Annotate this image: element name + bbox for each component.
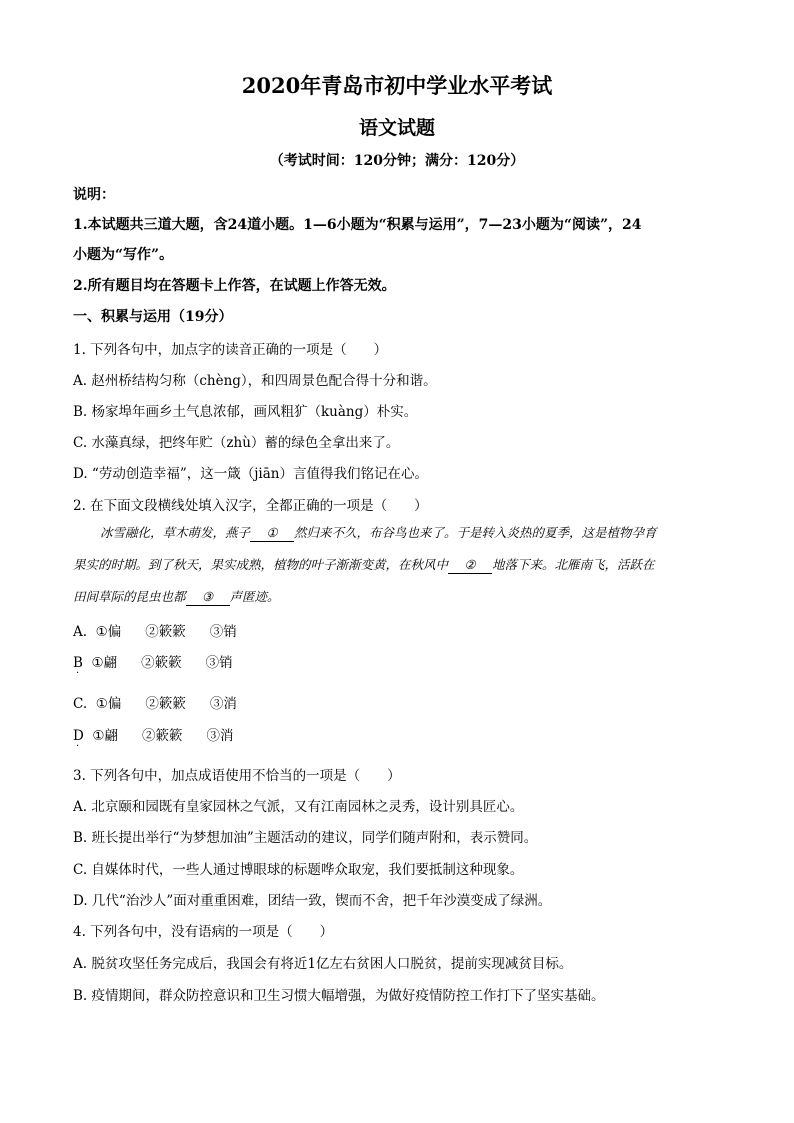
blank-3: ③: [186, 589, 230, 606]
notes-line-1b: 小题为“写作”。: [73, 247, 174, 263]
q1-option-d: D. “劳动创造幸福”，这一箴（jiān）言值得我们铭记在心。: [73, 466, 428, 482]
q3-option-b: B. 班长提出举行“为梦想加油”主题活动的建议，同学们随声附和，表示赞同。: [73, 830, 538, 846]
q1-option-c: C. 水藻真绿，把终年贮（zhù）蓄的绿色全拿出来了。: [73, 435, 400, 451]
q1-stem: 1. 下列各句中，加点字的读音正确的一项是（ ）: [73, 342, 388, 358]
exam-title: 2020年青岛市初中学业水平考试: [241, 73, 553, 98]
q4-stem: 4. 下列各句中，没有语病的一项是（ ）: [73, 924, 334, 940]
blank-2: ②: [448, 557, 492, 574]
q3-option-a: A. 北京颐和园既有皇家园林之气派，又有江南园林之灵秀，设计别具匠心。: [73, 799, 524, 815]
q2-option-b: B ①翩 ②簌簌 ③销: [73, 655, 233, 671]
q2-passage: [73, 517, 725, 613]
q2-stem: 2. 在下面文段横线处填入汉字，全都正确的一项是（ ）: [73, 498, 428, 514]
section-1-title: 一、积累与运用（19分）: [73, 309, 233, 325]
q2-passage-line-2: 果实的时期。到了秋天，果实成熟，植物的叶子渐渐变黄，在秋风中 ② 地落下来。北雁南飞，活跃在: [73, 557, 655, 572]
exam-subject: 语文试题: [358, 117, 435, 139]
q1-option-a: A. 赵州桥结构匀称（chèng），和四周景色配合得十分和谐。: [73, 373, 437, 389]
q3-stem: 3. 下列各句中，加点成语使用不恰当的一项是（ ）: [73, 768, 401, 784]
q1-option-b: B. 杨家埠年画乡土气息浓郁，画风粗犷（kuàng）朴实。: [73, 404, 418, 420]
stray-dot: ·: [76, 741, 80, 752]
notes-line-1a: 1.本试题共三道大题，含24道小题。1—6小题为“积累与运用”，7—23小题为“阅读”，24: [73, 217, 642, 233]
q2-passage-line-1: 冰雪融化，草木萌发，燕子 ① 然归来不久，布谷鸟也来了。于是转入炎热的夏季，这是植物孕育: [100, 525, 657, 540]
q2-passage-line-3: 田间草际的昆虫也都 ③ 声匿迹。: [73, 589, 280, 604]
q2-option-a: A. ①偏 ②簌簌 ③销: [73, 624, 237, 640]
q4-option-b: B. 疫情期间，群众防控意识和卫生习惯大幅增强，为做好疫情防控工作打下了坚实基础。: [73, 988, 605, 1004]
stray-dot: ·: [76, 668, 80, 679]
q4-option-a: A. 脱贫攻坚任务完成后，我国会有将近1亿左右贫困人口脱贫，提前实现减贫目标。: [73, 956, 573, 972]
q2-option-d: D ①翩 ②簌簌 ③消: [73, 728, 234, 744]
notes-label: 说明：: [73, 187, 115, 203]
q2-option-c: C. ①偏 ②簌簌 ③消: [73, 696, 237, 712]
exam-info: （考试时间：120分钟；满分：120分）: [269, 153, 525, 169]
q3-option-d: D. 几代“治沙人”面对重重困难，团结一致，锲而不舍，把千年沙漠变成了绿洲。: [73, 893, 552, 909]
notes-line-2: 2.所有题目均在答题卡上作答，在试题上作答无效。: [73, 278, 396, 294]
q3-option-c: C. 自媒体时代，一些人通过博眼球的标题哗众取宠，我们要抵制这种现象。: [73, 862, 524, 878]
blank-1: ①: [250, 525, 294, 542]
